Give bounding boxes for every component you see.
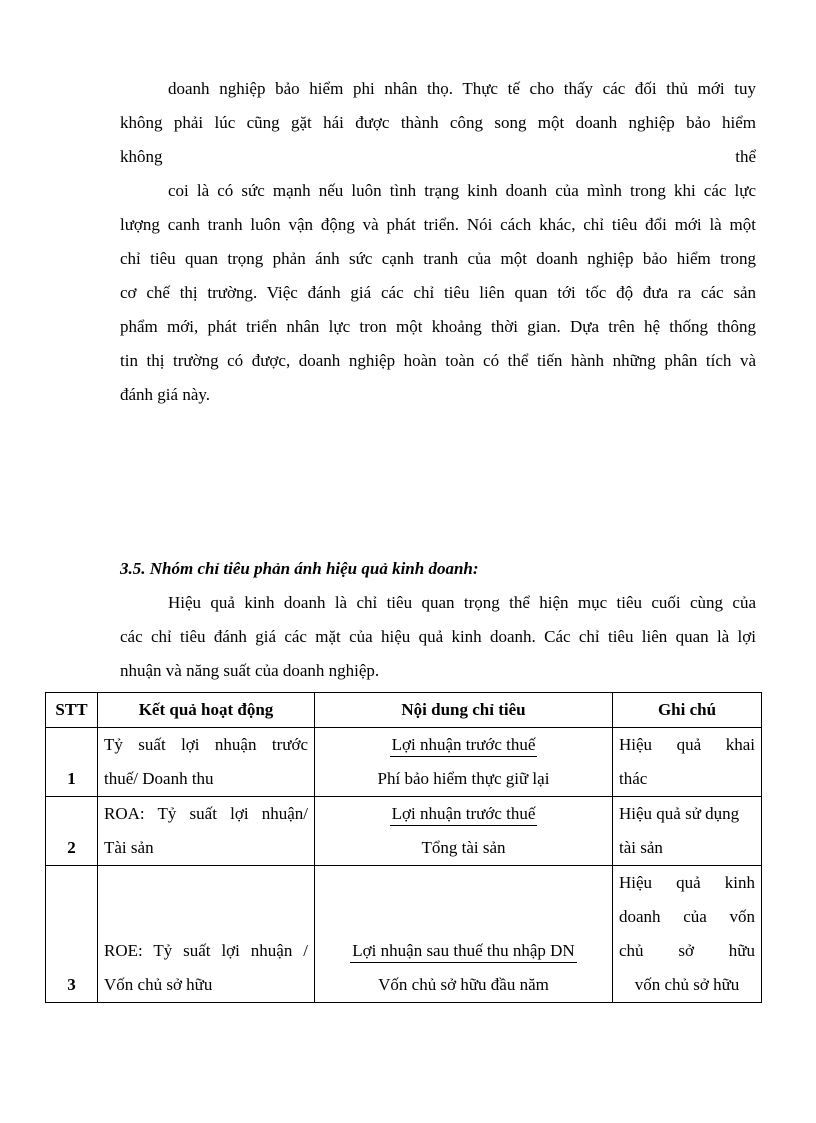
result-line: Vốn chủ sở hữu	[104, 975, 213, 994]
paragraph-line: tin thị trường có được, doanh nghiệp hoàn toàn có thể tiến hành những phân tích và	[120, 351, 756, 370]
header-content: Nội dung chỉ tiêu	[315, 693, 613, 728]
paragraph-line: nhuận và năng suất của doanh nghiệp.	[120, 661, 380, 680]
row-note	[613, 866, 762, 1003]
result-line: thuế/ Doanh thu	[104, 769, 214, 788]
section-heading: 3.5. Nhóm chỉ tiêu phản ánh hiệu quả kinh doanh:	[120, 559, 479, 578]
paragraph-line: coi là có sức mạnh nếu luôn tình trạng kinh doanh của mình trong khi các lực	[168, 181, 756, 200]
row-formula	[315, 797, 613, 866]
formula-denominator: Tổng tài sản	[421, 838, 506, 857]
paragraph-line: không	[120, 147, 163, 166]
note-line: tài sản	[619, 838, 663, 857]
formula-numerator: Lợi nhuận trước thuế	[390, 803, 538, 826]
row-stt	[46, 728, 98, 797]
formula-denominator: Vốn chủ sở hữu đầu năm	[378, 975, 549, 994]
note-line: Hiệu quả khai	[619, 735, 755, 754]
row-result	[98, 728, 315, 797]
paragraph-line: doanh nghiệp bảo hiểm phi nhân thọ. Thực tế cho thấy các đối thủ mới tuy	[168, 79, 756, 98]
paragraph-line: đánh giá này.	[120, 385, 211, 404]
paragraph-line: Hiệu quả kinh doanh là chỉ tiêu quan trọng thể hiện mục tiêu cuối cùng của	[168, 593, 756, 612]
formula-denominator: Phí bảo hiểm thực giữ lại	[377, 769, 550, 788]
row-result	[98, 797, 315, 866]
result-line: Tài sản	[104, 838, 154, 857]
table-row	[46, 728, 762, 797]
formula-numerator: Lợi nhuận sau thuế thu nhập DN	[350, 940, 576, 963]
result-line: ROE: Tỷ suất lợi nhuận /	[104, 941, 308, 960]
result-line: ROA: Tỷ suất lợi nhuận/	[104, 804, 308, 823]
paragraph-line: chỉ tiêu quan trọng phản ánh sức cạnh tranh của một doanh nghiệp bảo hiểm trong	[120, 249, 756, 268]
paragraph-line: các chỉ tiêu đánh giá các mặt của hiệu quả kinh doanh. Các chỉ tiêu liên quan là lợi	[120, 627, 756, 646]
table-row	[46, 797, 762, 866]
result-line: Tỷ suất lợi nhuận trước	[104, 735, 308, 754]
note-line: vốn chủ sở hữu	[634, 975, 740, 994]
note-line: Hiệu quả sử dụng	[619, 804, 740, 823]
stt-value: 1	[67, 769, 76, 788]
note-line: Hiệu quả kinh	[619, 873, 755, 892]
note-line: doanh của vốn	[619, 907, 755, 926]
header-result: Kết quả hoạt động	[98, 693, 315, 728]
table-row	[46, 866, 762, 1003]
paragraph-line: phẩm mới, phát triển nhân lực tron một khoảng thời gian. Dựa trên hệ thống thông	[120, 317, 756, 336]
row-note	[613, 728, 762, 797]
stt-value: 2	[67, 838, 76, 857]
note-line: chủ sở hữu	[619, 941, 755, 960]
header-note: Ghi chú	[613, 693, 762, 728]
paragraph-line: cơ chế thị trường. Việc đánh giá các chỉ tiêu liên quan tới tốc độ đưa ra các sản	[120, 283, 756, 302]
paragraph-line: không phải lúc cũng gặt hái được thành công song một doanh nghiệp bảo hiểm	[120, 113, 756, 132]
row-stt	[46, 797, 98, 866]
table-header-row	[46, 693, 762, 728]
row-result	[98, 866, 315, 1003]
row-stt	[46, 866, 98, 1003]
formula-numerator: Lợi nhuận trước thuế	[390, 734, 538, 757]
paragraph-line: thể	[735, 147, 756, 166]
note-line: thác	[619, 769, 648, 788]
header-stt: STT	[46, 693, 98, 728]
row-note	[613, 797, 762, 866]
row-formula	[315, 866, 613, 1003]
paragraph-line: lượng canh tranh luôn vận động và phát triển. Nói cách khác, chỉ tiêu đổi mới là một	[120, 215, 756, 234]
row-formula	[315, 728, 613, 797]
stt-value: 3	[67, 975, 76, 994]
efficiency-metrics-table	[45, 692, 762, 1003]
